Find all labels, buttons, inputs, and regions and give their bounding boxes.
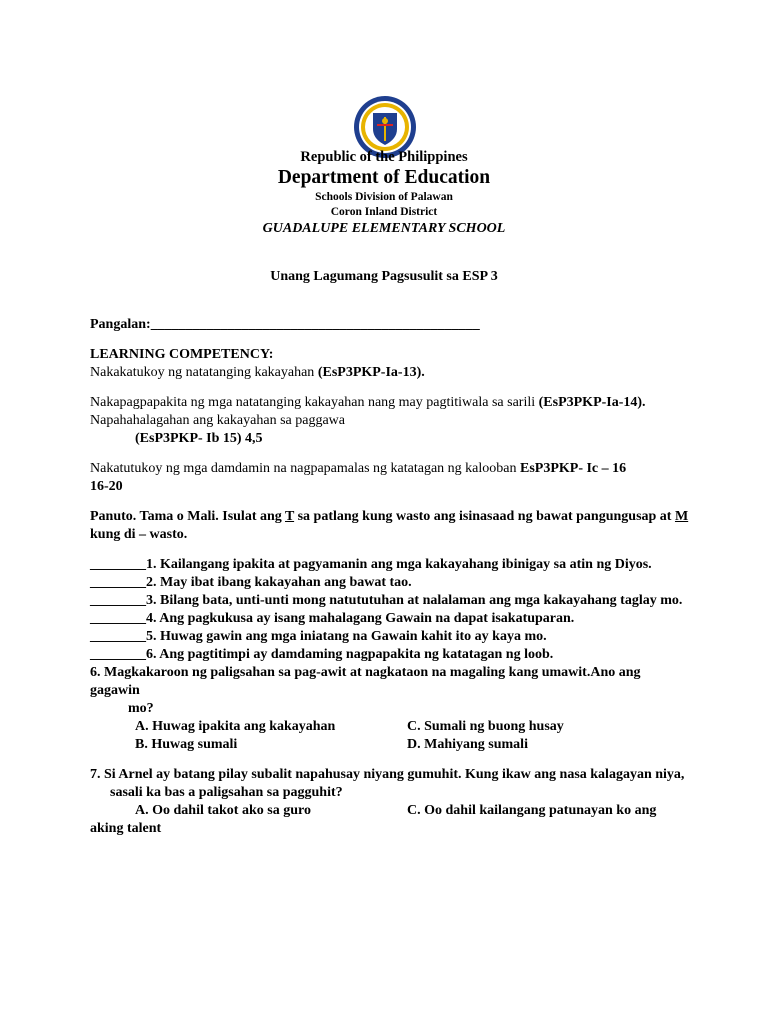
answer-blank: ________	[90, 629, 146, 644]
list-item: ________5. Huwag gawin ang mga iniatang na Gawain kahit ito ay kaya mo.	[90, 629, 547, 644]
name-blank: _______________________________________________	[150, 317, 480, 332]
answer-blank: ________	[90, 593, 146, 608]
m-letter: M	[674, 509, 689, 524]
competency-item: Nakatutukoy ng mga damdamin na nagpapamalas ng katatagan ng kalooban EsP3PKP- Ic – 16	[90, 461, 627, 476]
answer-blank: ________	[90, 611, 146, 626]
directions: Panuto. Tama o Mali. Isulat ang T sa patlang kung wasto ang isinasaad ng bawat pangungusap at M kung di – wasto.	[90, 509, 689, 542]
question-6: 6. Magkakaroon ng paligsahan sa pag-awit at nagkataon na magaling kang umawit.Ano ang gagawin	[90, 665, 641, 698]
option-a: A. Huwag ipakita ang kakayahan	[135, 719, 336, 734]
option-a: A. Oo dahil takot ako sa guro	[135, 803, 311, 818]
district-line: Coron Inland District	[330, 206, 438, 218]
answer-blank: ________	[90, 575, 146, 590]
list-item: ________4. Ang pagkukusa ay isang mahalagang Gawain na dapat isakatuparan.	[90, 611, 575, 626]
question-7-cont: sasali ka bas a paligsahan sa pagguhit?	[110, 785, 343, 800]
answer-blank: ________	[90, 557, 146, 572]
options-row	[90, 736, 690, 754]
option-c: C. Sumali ng buong husay	[407, 719, 564, 734]
competency-item: Nakakatukoy ng natatanging kakayahan (EsP3PKP-Ia-13).	[90, 365, 425, 380]
list-item: ________1. Kailangang ipakita at pagyamanin ang mga kakayahang ibinigay sa atin ng Diyos.	[90, 557, 652, 572]
exam-body	[90, 316, 690, 838]
division-line: Schools Division of Palawan	[315, 191, 453, 203]
list-item: ________6. Ang pagtitimpi ay damdaming nagpapakita ng katatagan ng loob.	[90, 647, 554, 662]
competency-item: Napahahalagahan ang kakayahan sa paggawa	[90, 413, 345, 428]
competency-extra: 16-20	[90, 479, 123, 494]
question-7: 7. Si Arnel ay batang pilay subalit napahusay niyang gumuhit. Kung ikaw ang nasa kalagayan niya,	[90, 767, 685, 782]
school-name: GUADALUPE ELEMENTARY SCHOOL	[262, 221, 506, 236]
t-letter: T	[285, 509, 295, 524]
list-item: ________2. May ibat ibang kakayahan ang bawat tao.	[90, 575, 412, 590]
options-row	[90, 718, 690, 736]
list-item: ________3. Bilang bata, unti-unti mong natututuhan at nalalaman ang mga kakayahang taglay mo.	[90, 593, 683, 608]
department-title: Department of Education	[277, 167, 491, 188]
option-b: B. Huwag sumali	[135, 737, 238, 752]
competency-item: Nakapagpapakita ng mga natatanging kakayahan nang may pagtitiwala sa sarili (EsP3PKP-Ia-14).	[90, 395, 646, 410]
name-field	[90, 316, 690, 334]
question-7-options	[90, 802, 690, 838]
question-6-cont: mo?	[128, 701, 154, 716]
exam-title: Unang Lagumang Pagsusulit sa ESP 3	[270, 269, 498, 284]
answer-blank: ________	[90, 647, 146, 662]
republic-line: Republic of the Philippines	[300, 149, 468, 165]
name-label: Pangalan:	[90, 317, 151, 332]
true-false-items	[90, 556, 690, 838]
option-d: D. Mahiyang sumali	[407, 737, 528, 752]
competency-heading: LEARNING COMPETENCY:	[90, 347, 274, 362]
option-c: C. Oo dahil kailangang patunayan ko ang aking talent	[90, 803, 657, 836]
competency-code: (EsP3PKP- Ib 15) 4,5	[135, 431, 263, 446]
